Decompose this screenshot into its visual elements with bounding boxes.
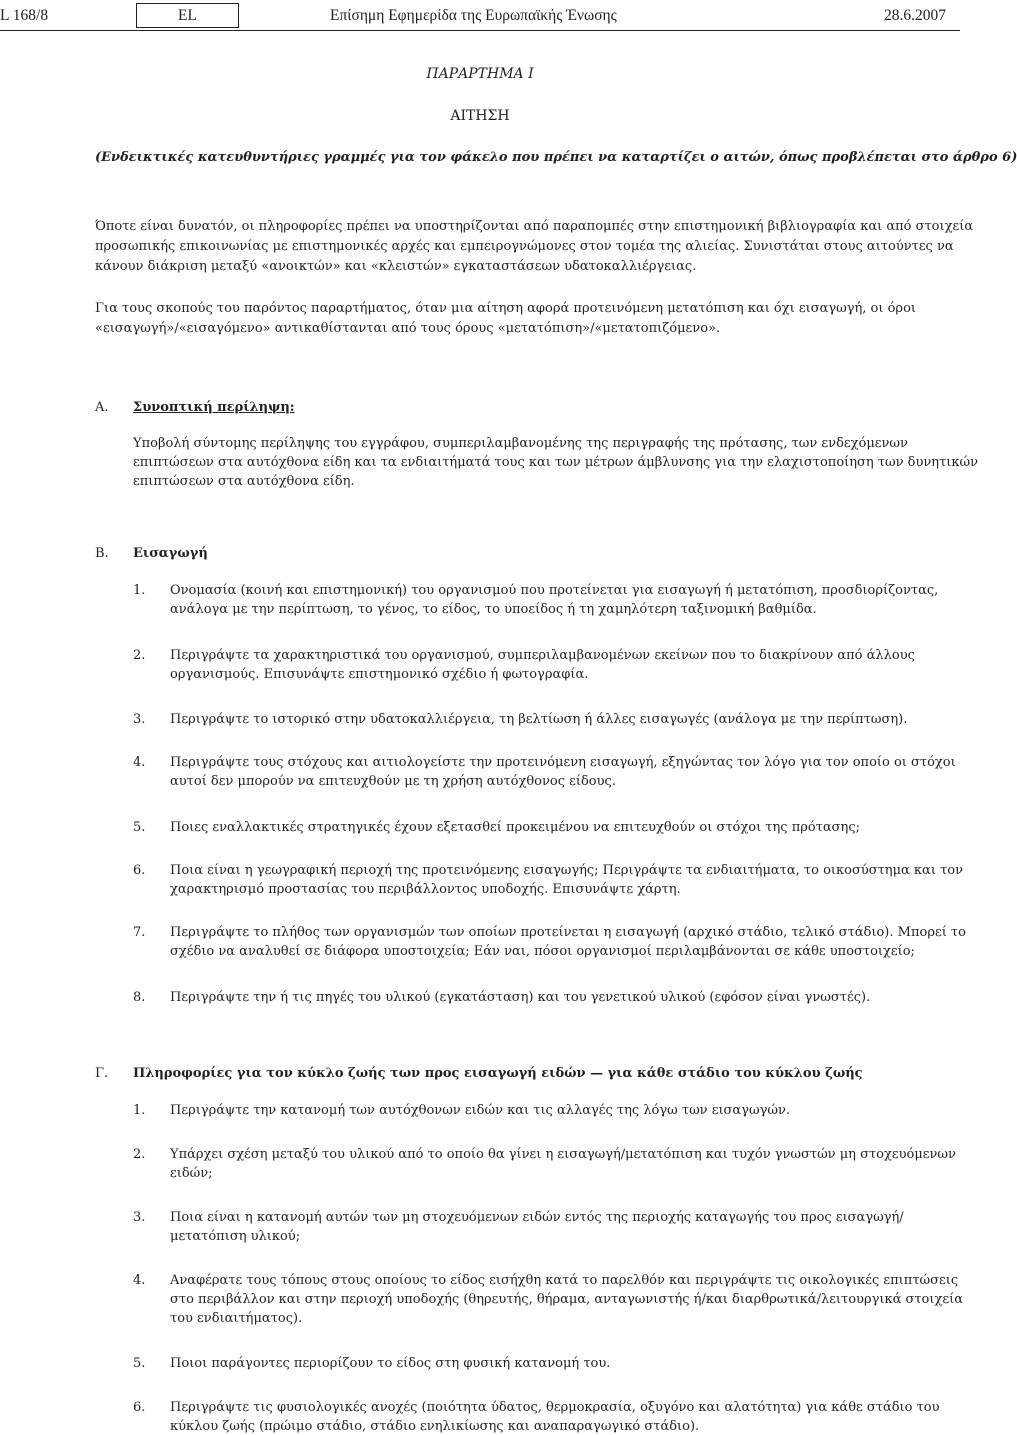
text-line: «εισαγωγή»/«εισαγόμενο» αντικαθίστανται από τους όρους «μετατόπιση»/«μετατοπιζόμενο». bbox=[95, 321, 721, 336]
annex-title: ΠΑΡΑΡΤΗΜΑ I bbox=[426, 66, 534, 82]
text-line: κύκλου ζωής (πρώιμο στάδιο, στάδιο ενηλικίωσης και αναπαραγωγικό στάδιο). bbox=[170, 1419, 700, 1434]
text-line: προσωπικής επικοινωνίας με επιστημονικές αρχές και εμπειρογνώμονες στον τομέα της αλιείας. Συνιστάται στους αιτούντες να bbox=[95, 239, 954, 254]
text-line: Υποβολή σύντομης περίληψης του εγγράφου, συμπεριλαμβανομένης της περιγραφής της πρότασης, των ενδεχόμενων bbox=[133, 436, 908, 451]
section-title: Πληροφορίες για τον κύκλο ζωής των προς εισαγωγή ειδών — για κάθε στάδιο του κύκλου ζωής bbox=[133, 1066, 863, 1081]
item-number: 1. bbox=[133, 1103, 146, 1118]
text-line: ειδών; bbox=[170, 1166, 213, 1181]
item-number: 4. bbox=[133, 1273, 146, 1288]
text-line: Για τους σκοπούς του παρόντος παραρτήματος, όταν μια αίτηση αφορά προτεινόμενη μετατόπιση και όχι εισαγωγή, οι όροι bbox=[95, 301, 916, 316]
journal-title: Επίσημη Εφημερίδα της Ευρωπαϊκής Ένωσης bbox=[330, 7, 617, 24]
item-number: 1. bbox=[133, 583, 146, 598]
text-line: επιπτώσεων στα αυτόχθονα είδη και τα ενδιαιτήματά τους και των μέτρων άμβλυνσης για την ελαχιστοποίηση των δυνητικών bbox=[133, 455, 978, 470]
section-letter: Γ. bbox=[95, 1066, 109, 1081]
text-line: Περιγράψτε τα χαρακτηριστικά του οργανισμού, συμπεριλαμβανομένων εκείνων που το διακρίνουν από άλλους bbox=[170, 648, 915, 663]
text-line: του ενδιαιτήματος). bbox=[170, 1311, 303, 1326]
item-number: 3. bbox=[133, 712, 146, 727]
text-line: Περιγράψτε το πλήθος των οργανισμών των οποίων προτείνεται η εισαγωγή (αρχικό στάδιο, τελικό στάδιο). Μπορεί το bbox=[170, 925, 966, 940]
text-line: Περιγράψτε τις φυσιολογικές ανοχές (ποιότητα ύδατος, θερμοκρασία, οξυγόνο και αλατότητα) για κάθε στάδιο του bbox=[170, 1400, 940, 1415]
item-number: 3. bbox=[133, 1210, 146, 1225]
text-line: Υπάρχει σχέση μεταξύ του υλικού από το οποίο θα γίνει η εισαγωγή/μετατόπιση και τυχόν γνωστών μη στοχευόμενων bbox=[170, 1147, 956, 1162]
item-number: 2. bbox=[133, 648, 146, 663]
text-line: μετατόπιση υλικού; bbox=[170, 1229, 301, 1244]
item-number: 4. bbox=[133, 755, 146, 770]
item-number: 5. bbox=[133, 820, 146, 835]
text-line: Ποιες εναλλακτικές στρατηγικές έχουν εξετασθεί προκειμένου να επιτευχθούν οι στόχοι της πρότασης; bbox=[170, 820, 861, 835]
text-line: οργανισμούς. Επισυνάψτε επιστημονικό σχέδιο ή φωτογραφία. bbox=[170, 667, 589, 682]
item-number: 2. bbox=[133, 1147, 146, 1162]
section-title: Συνοπτική περίληψη: bbox=[133, 400, 295, 415]
text-line: επιπτώσεων στα αυτόχθονα είδη. bbox=[133, 474, 355, 489]
item-number: 5. bbox=[133, 1356, 146, 1371]
text-line: στο περιβάλλον και στην περιοχή υποδοχής (θηρευτής, θήραμα, ανταγωνιστής ή/και διαρθρωτικά/λειτουργικά στοιχεία bbox=[170, 1292, 963, 1307]
text-line: αυτοί δεν μπορούν να επιτευχθούν με τη χρήση αυτόχθονος είδους. bbox=[170, 774, 616, 789]
page-reference: L 168/8 bbox=[0, 7, 49, 24]
item-number: 6. bbox=[133, 863, 146, 878]
language-code: EL bbox=[178, 7, 197, 24]
text-line: Ποια είναι η κατανομή αυτών των μη στοχευόμενων ειδών εντός της περιοχής καταγωγής του προς εισαγωγή/ bbox=[170, 1210, 904, 1225]
section-letter: Α. bbox=[95, 400, 109, 415]
text-line: Ποια είναι η γεωγραφική περιοχή της προτεινόμενης εισαγωγής; Περιγράψτε τα ενδιαιτήματα, το οικοσύστημα και τον bbox=[170, 863, 963, 878]
section-letter: Β. bbox=[95, 546, 109, 561]
text-line: ανάλογα με την περίπτωση, το γένος, το είδος, το υποείδος ή τη χαμηλότερη ταξινομική βαθμίδα. bbox=[170, 602, 817, 617]
language-code-box bbox=[136, 3, 239, 28]
text-line: χαρακτηρισμό προστασίας του περιβάλλοντος υποδοχής. Επισυνάψτε χάρτη. bbox=[170, 882, 681, 897]
text-line: Ποιοι παράγοντες περιορίζουν το είδος στη φυσική κατανομή του. bbox=[170, 1356, 611, 1371]
text-line: Αναφέρατε τους τόπους στους οποίους το είδος εισήχθη κατά το παρελθόν και περιγράψτε τις οικολογικές επιπτώσεις bbox=[170, 1273, 959, 1288]
publication-date: 28.6.2007 bbox=[884, 7, 946, 24]
application-title: ΑΙΤΗΣΗ bbox=[450, 108, 510, 124]
text-line: Περιγράψτε τους στόχους και αιτιολογείστε την προτεινόμενη εισαγωγή, εξηγώντας τον λόγο για τον οποίο οι στόχοι bbox=[170, 755, 956, 770]
section-title: Εισαγωγή bbox=[133, 546, 208, 561]
text-line: Όποτε είναι δυνατόν, οι πληροφορίες πρέπει να υποστηρίζονται από παραπομπές στην επιστημονική βιβλιογραφία και από στοιχεία bbox=[95, 219, 974, 234]
guidelines-heading: (Ενδεικτικές κατευθυντήριες γραμμές για τον φάκελο που πρέπει να καταρτίζει ο αιτών, όπως προβλέπεται στο άρθρο 6) bbox=[95, 150, 1017, 165]
text-line: σχέδιο να αναλυθεί σε διάφορα υποστοιχεία; Εάν ναι, πόσοι οργανισμοί περιλαμβάνονται σε κάθε υποστοιχείο; bbox=[170, 944, 915, 959]
header-divider bbox=[0, 30, 960, 31]
item-number: 7. bbox=[133, 925, 146, 940]
item-number: 6. bbox=[133, 1400, 146, 1415]
item-number: 8. bbox=[133, 990, 146, 1005]
text-line: Περιγράψτε την ή τις πηγές του υλικού (εγκατάσταση) και του γενετικού υλικού (εφόσον είναι γνωστές). bbox=[170, 990, 871, 1005]
text-line: Περιγράψτε το ιστορικό στην υδατοκαλλιέργεια, τη βελτίωση ή άλλες εισαγωγές (ανάλογα με την περίπτωση). bbox=[170, 712, 908, 727]
text-line: Περιγράψτε την κατανομή των αυτόχθονων ειδών και τις αλλαγές της λόγω των εισαγωγών. bbox=[170, 1103, 790, 1118]
text-line: κάνουν διάκριση μεταξύ «ανοικτών» και «κλειστών» εγκαταστάσεων υδατοκαλλιέργειας. bbox=[95, 259, 697, 274]
text-line: Ονομασία (κοινή και επιστημονική) του οργανισμού που προτείνεται για εισαγωγή ή μετατόπιση, προσδιορίζοντας, bbox=[170, 583, 939, 598]
